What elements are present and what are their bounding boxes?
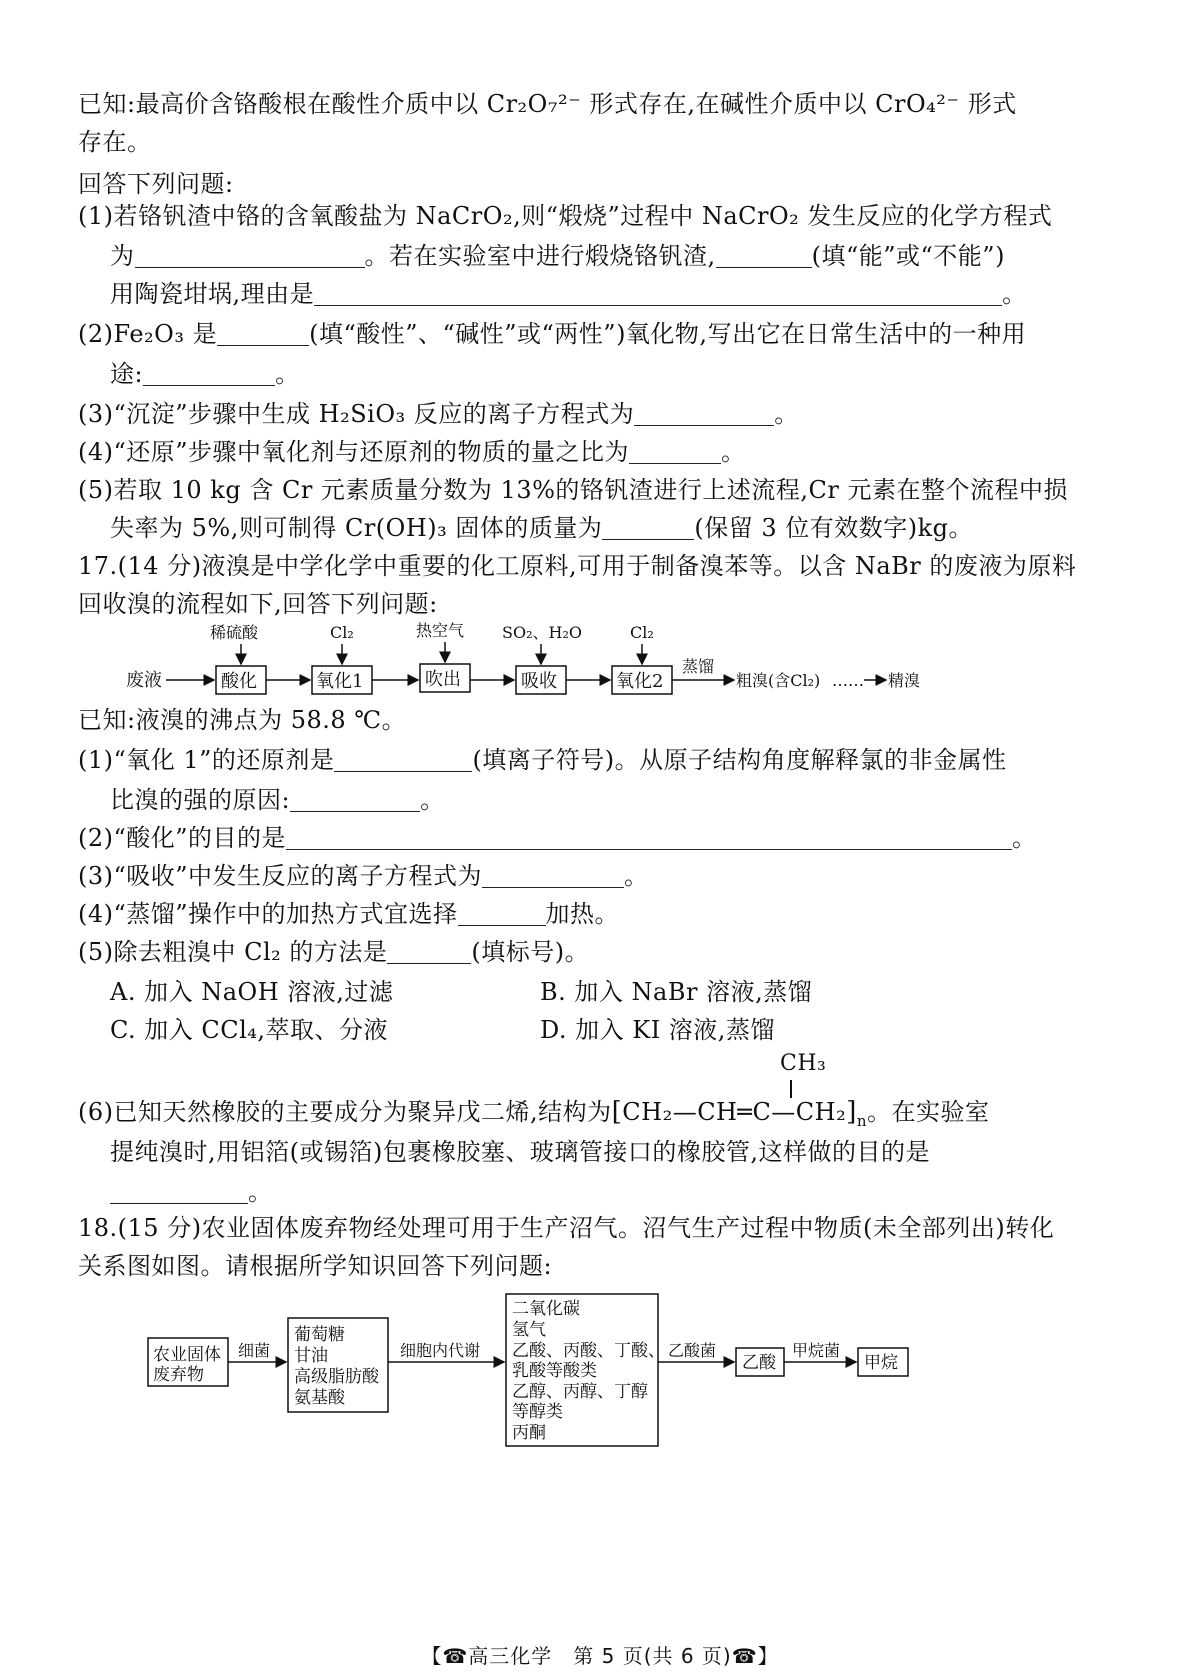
flow-box-label: 吸收	[521, 671, 557, 692]
text: (填标号)。	[471, 938, 590, 966]
reagent-label: 稀硫酸	[210, 623, 259, 642]
flow-box-label: 酸化	[221, 671, 257, 692]
box-text: 氨基酸	[294, 1388, 345, 1408]
box-text: 高级脂肪酸	[294, 1367, 379, 1387]
known-line-a: 已知:最高价含铬酸根在酸性介质中以 Cr₂O₇²⁻ 形式存在,在碱性介质中以 CrO₄²⁻ 形式	[78, 90, 1017, 118]
reagent-label: Cl₂	[630, 623, 654, 642]
answer-blank[interactable]	[458, 903, 546, 926]
text: 途:	[110, 360, 144, 388]
box-text: 乳酸等酸类	[512, 1361, 597, 1381]
box-text: 乙酸	[742, 1353, 776, 1373]
reagent-label: Cl₂	[330, 623, 354, 642]
text: 。	[1002, 280, 1027, 308]
text: 。	[1012, 824, 1037, 852]
subscript-n: n	[856, 1111, 868, 1130]
ch3-label: CH₃	[780, 1051, 827, 1076]
answer-blank[interactable]	[716, 245, 812, 268]
q18-head-a: 18.(15 分)农业固体废弃物经处理可用于生产沼气。沼气生产过程中物质(未全部列出)转化	[78, 1214, 1055, 1242]
q16-1-line-a: (1)若铬钒渣中铬的含氧酸盐为 NaCrO₂,则“煅烧”过程中 NaCrO₂ 发生反应的化学方程式	[78, 202, 1053, 230]
q16-1-line-b	[110, 240, 1005, 272]
text: (5)除去粗溴中 Cl₂ 的方法是	[78, 938, 388, 966]
text: (保留 3 位有效数字)kg。	[694, 514, 974, 542]
box-text: 甘油	[294, 1346, 328, 1366]
option-c: C. 加入 CCl₄,萃取、分液	[110, 1016, 389, 1044]
flow-dots: ……	[832, 671, 864, 690]
box-text: 农业固体	[153, 1345, 221, 1365]
box-text: 二氧化碳	[512, 1299, 580, 1319]
q17-2-line	[78, 822, 1037, 854]
q16-4-line	[78, 436, 746, 468]
left-bracket: [	[611, 1097, 623, 1127]
arrow-label: 乙酸菌	[668, 1341, 717, 1360]
text: (填“酸性”、“碱性”或“两性”)氧化物,写出它在日常生活中的一种用	[309, 320, 1027, 348]
right-bracket: ]	[846, 1097, 857, 1127]
box-text: 氢气	[512, 1320, 546, 1340]
box-text: 等醇类	[512, 1402, 563, 1422]
q18-head-b: 关系图如图。请根据所学知识回答下列问题:	[78, 1252, 553, 1280]
q16-2-line-a	[78, 318, 1026, 350]
flow-end-label: 精溴	[888, 671, 921, 690]
q17-6-line-c	[110, 1176, 273, 1208]
answer-blank[interactable]	[314, 283, 1002, 306]
text: 。	[721, 438, 746, 466]
answer-blank[interactable]	[217, 323, 309, 346]
q16-3-line	[78, 398, 799, 430]
flow-box-label: 吹出	[425, 669, 461, 690]
text: 。	[248, 1178, 273, 1206]
text: (4)“蒸馏”操作中的加热方式宜选择	[78, 900, 458, 928]
reagent-label: 热空气	[416, 621, 465, 640]
text: (2)“酸化”的目的是	[78, 824, 287, 852]
q16-1-line-c	[110, 278, 1027, 310]
answer-prompt: 回答下列问题:	[78, 170, 234, 198]
text: 用陶瓷坩埚,理由是	[110, 280, 315, 308]
option-a: A. 加入 NaOH 溶液,过滤	[110, 978, 394, 1006]
flow-distill-label: 蒸馏	[682, 657, 715, 676]
text: 。	[275, 360, 300, 388]
text: (填“能”或“不能”)	[811, 242, 1005, 270]
flow-start-label: 废液	[126, 670, 162, 691]
text: 。	[774, 400, 799, 428]
q17-4-line	[78, 898, 619, 930]
q17-known: 已知:液溴的沸点为 58.8 ℃。	[78, 706, 407, 734]
answer-blank[interactable]	[634, 403, 774, 426]
q17-head-a: 17.(14 分)液溴是中学化学中重要的化工原料,可用于制备溴苯等。以含 NaBr 的废液为原料	[78, 552, 1077, 580]
answer-blank[interactable]	[110, 1181, 248, 1204]
text: (3)“沉淀”步骤中生成 H₂SiO₃ 反应的离子方程式为	[78, 400, 635, 428]
q17-head-b: 回收溴的流程如下,回答下列问题:	[78, 590, 438, 618]
arrow-label: 细菌	[238, 1341, 271, 1360]
q17-1-line-b	[110, 784, 445, 816]
box-text: 乙酸、丙酸、丁酸、	[512, 1341, 665, 1361]
text: 加热。	[545, 900, 620, 928]
q16-5-line-a: (5)若取 10 kg 含 Cr 元素质量分数为 13%的铬钒渣进行上述流程,Cr 元素在整个流程中损	[78, 476, 1068, 504]
answer-blank[interactable]	[334, 749, 472, 772]
option-d: D. 加入 KI 溶液,蒸馏	[540, 1016, 775, 1044]
text: 。若在实验室中进行煅烧铬钒渣,	[364, 242, 716, 270]
box-text: 乙醇、丙醇、丁醇	[512, 1382, 648, 1402]
flow-crude-label: 粗溴(含Cl₂)	[736, 671, 821, 690]
text: 为	[110, 242, 135, 270]
text: 。	[420, 786, 445, 814]
q17-1-line-a	[78, 744, 1007, 776]
box-text: 甲烷	[864, 1353, 898, 1373]
q16-5-line-b	[110, 512, 973, 544]
biogas-diagram	[140, 1290, 940, 1450]
option-b: B. 加入 NaBr 溶液,蒸馏	[540, 978, 813, 1006]
text: (4)“还原”步骤中氧化剂与还原剂的物质的量之比为	[78, 438, 630, 466]
flow-box-label: 氧化2	[616, 671, 664, 692]
page-footer: 【☎高三化学 第 5 页(共 6 页)☎】	[421, 1644, 779, 1668]
answer-blank[interactable]	[482, 865, 624, 888]
text: (3)“吸收”中发生反应的离子方程式为	[78, 862, 483, 890]
text: (6)已知天然橡胶的主要成分为聚异戊二烯,结构为	[78, 1098, 612, 1126]
text: (2)Fe₂O₃ 是	[78, 320, 218, 348]
answer-blank[interactable]	[602, 517, 694, 540]
arrow-label: 甲烷菌	[792, 1341, 841, 1360]
answer-blank[interactable]	[629, 441, 721, 464]
text: 。	[624, 862, 649, 890]
bromine-flow-diagram	[120, 620, 940, 704]
text: (1)“氧化 1”的还原剂是	[78, 746, 335, 774]
q17-3-line	[78, 860, 649, 892]
q17-6-line-b: 提纯溴时,用铝箔(或锡箔)包裹橡胶塞、玻璃管接口的橡胶管,这样做的目的是	[110, 1138, 930, 1166]
polymer-structure: CH₂—CH═C—CH₂	[622, 1098, 847, 1126]
known-line-b: 存在。	[78, 128, 152, 156]
arrow-label: 细胞内代谢	[400, 1341, 481, 1360]
text: (填离子符号)。从原子结构角度解释氯的非金属性	[472, 746, 1007, 774]
flow-box-label: 氧化1	[316, 671, 364, 692]
q16-2-line-b	[110, 358, 300, 390]
text: 。在实验室	[867, 1098, 990, 1126]
q17-5-line	[78, 936, 589, 968]
reagent-label: SO₂、H₂O	[502, 623, 582, 642]
text: 失率为 5%,则可制得 Cr(OH)₃ 固体的质量为	[110, 514, 603, 542]
box-text: 葡萄糖	[294, 1325, 345, 1345]
box-text: 丙酮	[512, 1423, 546, 1443]
q17-6-line-a	[78, 1096, 990, 1128]
answer-blank[interactable]	[290, 789, 420, 812]
box-text: 废弃物	[153, 1365, 204, 1385]
answer-blank[interactable]	[387, 941, 471, 964]
answer-blank[interactable]	[135, 245, 365, 268]
answer-blank[interactable]	[143, 363, 275, 386]
text: 比溴的强的原因:	[110, 786, 291, 814]
answer-blank[interactable]	[286, 827, 1012, 850]
